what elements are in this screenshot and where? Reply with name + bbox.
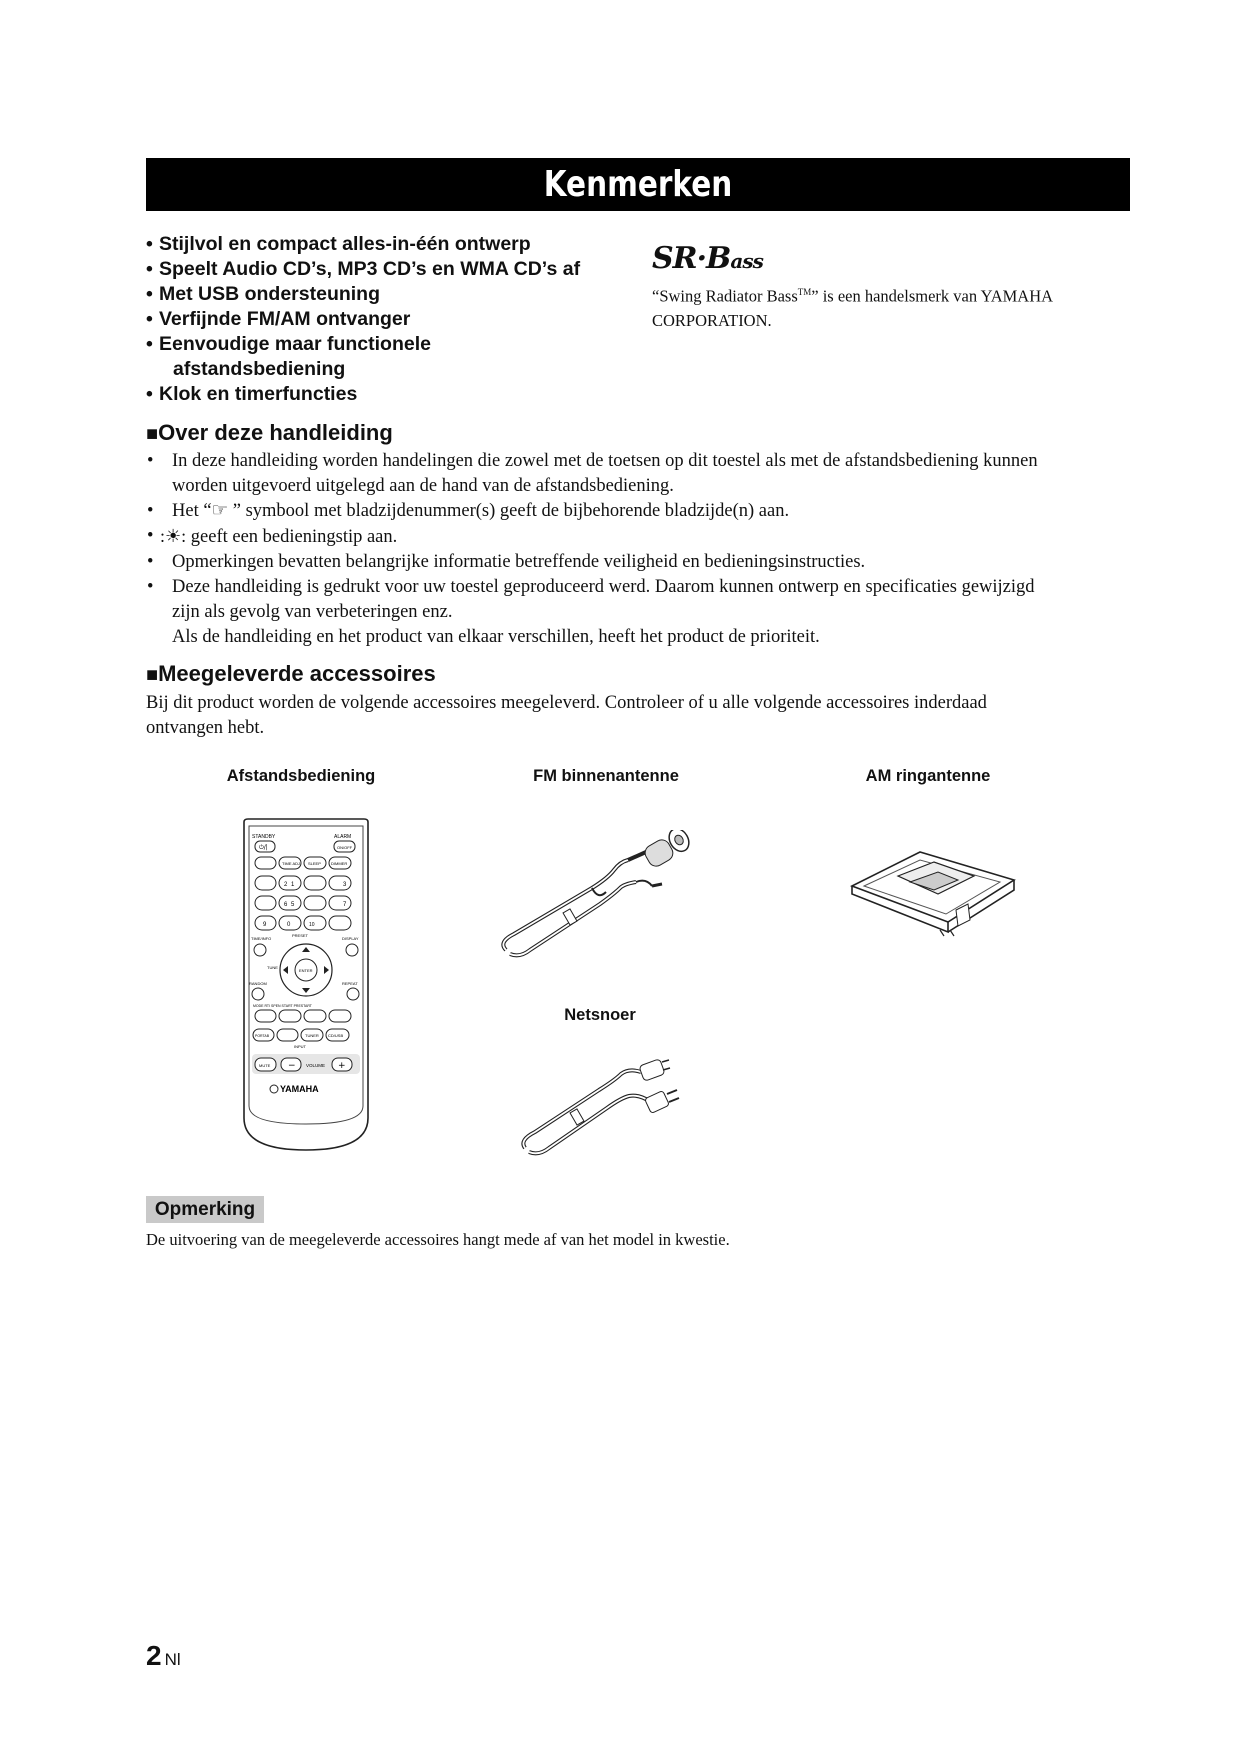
number-button (279, 896, 301, 910)
number-button (304, 896, 326, 910)
section-heading-manual: ■Over deze handleiding (146, 420, 393, 445)
num-label: 5 (291, 902, 295, 908)
fm-antenna-illustration (496, 830, 706, 960)
alarm-button-label: ON/OFF (337, 845, 353, 850)
volume-label: VOLUME (306, 1063, 326, 1068)
number-button (304, 876, 326, 890)
section-heading-accessories: ■Meegeleverde accessoires (146, 661, 436, 686)
power-cord-illustration (517, 1048, 689, 1158)
feature-item: • Speelt Audio CD’s, MP3 CD’s en WMA CD’s af (146, 258, 581, 280)
remote-label-standby: STANDBY (252, 834, 276, 840)
remote-label-alarm: ALARM (334, 834, 352, 840)
remote-label-repeat: REPEAT (342, 981, 358, 986)
transport-button (255, 1010, 276, 1022)
num-label: 10 (309, 922, 315, 928)
label-fm-antenna: FM binnenantenne (533, 767, 679, 785)
number-button (255, 876, 276, 890)
remote-label-input: INPUT (294, 1044, 306, 1049)
list-item: • Deze handleiding is gedrukt voor uw toestel geproduceerd werd. Daarom kunnen ontwerp en specificaties gewijzigd zijn als gevolg van verbeteringen enz. Als de handleiding en het product van elkaar verschillen, heeft het product de prioriteit. (147, 577, 1035, 647)
page-title: Kenmerken (543, 164, 733, 205)
feature-list (146, 232, 646, 407)
bullet-icon: • (146, 308, 153, 330)
number-button (255, 896, 276, 910)
srbass-logo: SR·Bass (652, 241, 763, 276)
number-button (329, 916, 351, 930)
dimmer-label: DIMMER (331, 861, 348, 866)
display-button (346, 944, 358, 956)
feature-item-continuation: afstandsbediening (173, 358, 346, 380)
page-footer (146, 1640, 181, 1672)
mute-label: MUTE (259, 1063, 271, 1068)
time-adj-label: TIME ADJ (282, 861, 301, 866)
remote-label-mode-row: MODE RTI SPEN START PRESTART (253, 1004, 312, 1008)
srbass-trademark (652, 242, 1132, 333)
remote-label-time-info: TIME/INFO (251, 936, 272, 941)
tip-icon: :☀: (160, 526, 187, 546)
note-text: De uitvoering van de meegeleverde accessoires hangt mede af van het model in kwestie. (146, 1230, 730, 1249)
bullet-icon: • (147, 451, 154, 471)
number-button (304, 916, 326, 930)
num-label: 3 (343, 882, 347, 888)
bullet-icon: • (147, 526, 154, 546)
portable-label: PORTAB (255, 1034, 270, 1038)
num-label: 6 (284, 902, 288, 908)
list-item: • In deze handleiding worden handelingen die zowel met de toetsen op dit toestel als met de afstandsbediening kunnen worden uitgevoerd uitgelegd aan de hand van de afstandsbediening. (147, 451, 1038, 496)
page-number: 2 (146, 1640, 162, 1671)
feature-item: • Klok en timerfuncties (146, 383, 358, 405)
cable-tie (570, 1109, 584, 1125)
feature-item: • Met USB ondersteuning (146, 283, 381, 305)
input-button (277, 1029, 298, 1041)
number-button (329, 876, 351, 890)
plus-icon: + (338, 1061, 346, 1071)
feature-item: • Eenvoudige maar functionele (146, 333, 431, 355)
number-button (329, 896, 351, 910)
bullet-icon: • (146, 383, 153, 405)
num-label: 1 (291, 882, 295, 888)
accessories-intro: Bij dit product worden de volgende accessoires meegeleverd. Controleer of u alle volgende accessoires inderdaad ontvangen hebt. (146, 693, 987, 738)
list-item: • :☀: geeft een bedieningstip aan. (147, 526, 398, 547)
manual-notes-list (146, 449, 1136, 650)
remote-label-display: DISPLAY (342, 936, 359, 941)
yamaha-logo: YAMAHA (280, 1084, 319, 1094)
bullet-icon: • (146, 258, 153, 280)
bullet-icon: • (147, 552, 154, 572)
square-bullet-icon: ■ (146, 664, 159, 686)
square-bullet-icon: ■ (146, 423, 159, 445)
cable-tie (563, 909, 577, 925)
plug-icon (645, 1091, 670, 1114)
remote-control-illustration (238, 818, 374, 1154)
transport-button (304, 1010, 326, 1022)
num-label: 9 (263, 922, 267, 928)
note-badge: Opmerking (146, 1196, 264, 1223)
num-label: 7 (343, 902, 347, 908)
list-item: • Opmerkingen bevatten belangrijke informatie betreffende veiligheid en bedieningsinstructies. (146, 550, 1136, 575)
language-code: Nl (164, 1650, 181, 1669)
am-antenna-illustration (850, 848, 1016, 938)
repeat-button (347, 988, 359, 1000)
cd-usb-label: CD/USB (328, 1033, 344, 1038)
feature-item: • Stijlvol en compact alles-in-één ontwerp (146, 233, 531, 255)
bullet-icon: • (146, 233, 153, 255)
transport-button (329, 1010, 351, 1022)
appliance-connector (639, 1059, 665, 1082)
time-info-button (254, 944, 266, 956)
number-button (279, 876, 301, 890)
random-button (252, 988, 264, 1000)
sleep-label: SLEEP (308, 861, 321, 866)
bullet-icon: • (146, 333, 153, 355)
bullet-icon: • (147, 501, 154, 521)
standby-button-label: ⏻/| (259, 844, 268, 851)
remote-button (255, 857, 276, 869)
remote-label-tune: TUNE (267, 965, 278, 970)
tuner-label: TUNER (305, 1033, 319, 1038)
minus-icon: − (288, 1061, 296, 1071)
remote-label-preset: PRESET (292, 933, 309, 938)
label-remote: Afstandsbediening (226, 767, 376, 785)
num-label: 2 (284, 882, 288, 888)
label-am-antenna: AM ringantenne (865, 767, 991, 785)
bullet-icon: • (147, 577, 154, 597)
list-item: • Het “☞ ” symbool met bladzijdenummer(s) geeft de bijbehorende bladzijde(n) aan. (146, 499, 1136, 524)
label-power-cord: Netsnoer (564, 1006, 636, 1024)
num-label: 0 (287, 922, 291, 928)
enter-label: ENTER (299, 968, 313, 973)
feature-item: • Verfijnde FM/AM ontvanger (146, 308, 411, 330)
trademark-text: “Swing Radiator Bass™” is een handelsmerk van YAMAHA CORPORATION. (652, 286, 1054, 330)
title-bar (146, 158, 1130, 211)
bullet-icon: • (146, 283, 153, 305)
remote-label-random: RANDOM (249, 981, 267, 986)
transport-button (279, 1010, 301, 1022)
